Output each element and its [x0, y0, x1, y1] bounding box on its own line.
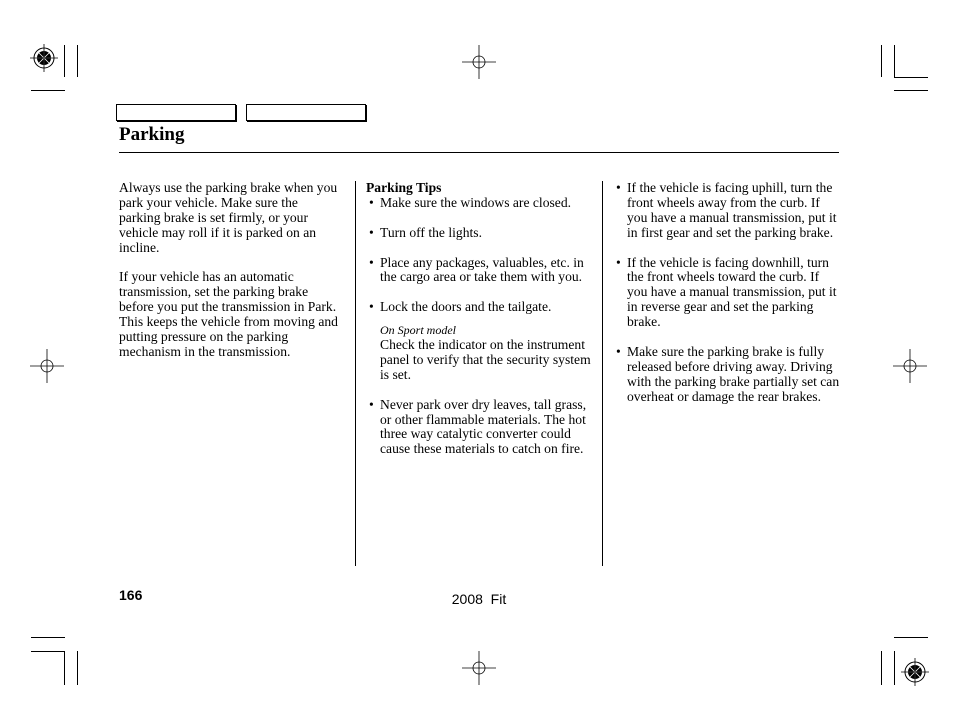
registration-target-icon — [30, 44, 58, 72]
bullet-icon: • — [616, 180, 621, 195]
bullet-list — [366, 196, 596, 315]
header-tab-box — [246, 104, 366, 121]
list-item-text: Lock the doors and the tailgate. — [380, 299, 552, 315]
footer-model-text: 2008 Fit — [451, 591, 507, 607]
crosshair-icon — [462, 45, 496, 79]
crosshair-icon — [462, 651, 496, 685]
list-item — [366, 300, 596, 315]
header-tab-box — [116, 104, 236, 121]
list-item — [613, 256, 841, 331]
bullet-icon: • — [369, 194, 374, 210]
list-item-text: Never park over dry leaves, tall grass, or other flammable materials. The hot three way catalytic converter could cause these materials to catch on fire. — [380, 396, 587, 457]
column-3 — [613, 181, 841, 419]
column-divider — [355, 181, 356, 566]
section-heading: Parking Tips — [366, 180, 442, 195]
list-item — [366, 398, 596, 458]
list-item — [366, 196, 596, 211]
bullet-list — [613, 181, 841, 405]
model-note-label: On Sport model — [380, 323, 456, 338]
paragraph: Always use the parking brake when you park your vehicle. Make sure the parking brake is set firmly, or your vehicle may roll if it is parked on an incline. — [119, 180, 338, 255]
footer-model — [0, 591, 954, 607]
page-title: Parking — [119, 124, 185, 145]
list-item-text: Make sure the parking brake is fully released before driving away. Driving with the parking brake partially set can overheat or damage the rear brakes. — [627, 343, 840, 404]
list-item-text: Place any packages, valuables, etc. in the cargo area or take them with you. — [380, 254, 584, 285]
bullet-icon: • — [616, 343, 621, 359]
list-item — [613, 181, 841, 241]
list-item — [366, 226, 596, 241]
list-item-text: If the vehicle is facing uphill, turn the front wheels away from the curb. If you have a manual transmission, put it in first gear and set the parking brake. — [627, 180, 837, 240]
list-item-text: Turn off the lights. — [380, 224, 482, 240]
bullet-icon: • — [369, 224, 374, 240]
list-item — [613, 345, 841, 405]
bullet-list — [366, 398, 596, 458]
column-1 — [119, 181, 341, 375]
bullet-icon: • — [369, 396, 374, 412]
bullet-icon: • — [616, 254, 621, 270]
page-number: 166 — [119, 587, 143, 603]
list-item-text: Make sure the windows are closed. — [380, 194, 572, 210]
column-2 — [366, 181, 596, 472]
bullet-icon: • — [369, 299, 374, 315]
column-divider — [602, 181, 603, 566]
model-note-text: Check the indicator on the instrument panel to verify that the security system is set. — [380, 337, 591, 382]
list-item-text: If the vehicle is facing downhill, turn the front wheels toward the curb. If you have a manual transmission, put it in reverse gear and set the parking brake. — [627, 254, 837, 330]
crosshair-icon — [30, 349, 64, 383]
bullet-icon: • — [369, 254, 374, 270]
list-item — [366, 256, 596, 286]
paragraph: If your vehicle has an automatic transmission, set the parking brake before you put the transmission in Park. This keeps the vehicle from moving and putting pressure on the parking mechanism in the transmission. — [119, 269, 338, 359]
registration-target-icon — [901, 658, 929, 686]
crosshair-icon — [893, 349, 927, 383]
title-rule — [119, 152, 839, 153]
